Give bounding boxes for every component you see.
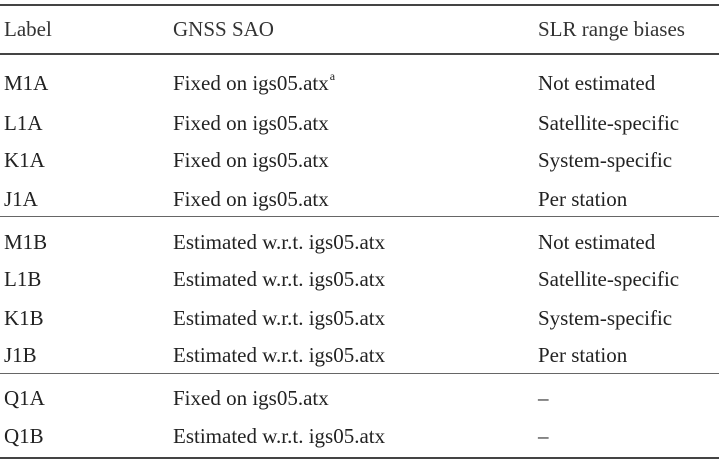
table-row	[0, 383, 719, 413]
row-gnss-sao: Estimated w.r.t. igs05.atx	[173, 230, 386, 254]
row-gnss-sao: Estimated w.r.t. igs05.atx	[173, 306, 386, 330]
row-slr: Satellite-specific	[538, 267, 680, 291]
row-label: M1A	[4, 71, 49, 95]
table-row	[0, 264, 719, 294]
table-row	[0, 227, 719, 257]
row-label: J1A	[4, 187, 38, 211]
row-gnss-sao: Estimated w.r.t. igs05.atx	[173, 343, 386, 367]
row-label: L1A	[4, 111, 43, 135]
footnote-mark: a	[329, 69, 336, 83]
row-slr: Per station	[538, 343, 628, 367]
table-row	[0, 340, 719, 370]
row-slr: Per station	[538, 187, 628, 211]
table-row	[0, 108, 719, 138]
row-slr: System-specific	[538, 148, 673, 172]
row-gnss-sao: Estimated w.r.t. igs05.atx	[173, 424, 386, 448]
header-label: Label	[4, 17, 52, 41]
row-label: K1B	[4, 306, 44, 330]
header-row	[0, 14, 719, 44]
bottom-rule	[0, 457, 719, 459]
row-gnss-sao: Estimated w.r.t. igs05.atx	[173, 267, 386, 291]
row-slr: Not estimated	[538, 230, 656, 254]
top-rule	[0, 4, 719, 6]
row-slr: Satellite-specific	[538, 111, 680, 135]
table-row	[0, 145, 719, 175]
header-gnss-sao: GNSS SAO	[173, 17, 274, 41]
row-label: M1B	[4, 230, 48, 254]
row-slr: System-specific	[538, 306, 673, 330]
header-slr-range-biases: SLR range biases	[538, 17, 685, 41]
table-row	[0, 68, 719, 98]
row-slr: –	[538, 424, 549, 448]
row-gnss-sao: Fixed on igs05.atx	[173, 187, 329, 211]
row-slr: Not estimated	[538, 71, 656, 95]
row-gnss-sao: Fixed on igs05.atx	[173, 386, 329, 410]
header-rule	[0, 53, 719, 55]
row-slr: –	[538, 386, 549, 410]
row-gnss-sao: Fixed on igs05.atx	[173, 148, 329, 172]
row-gnss-sao: Fixed on igs05.atx$^a$	[173, 69, 336, 95]
row-label: K1A	[4, 148, 45, 172]
table-row	[0, 303, 719, 333]
table-row	[0, 184, 719, 214]
group-divider	[0, 216, 719, 217]
row-gnss-sao: Fixed on igs05.atx	[173, 111, 329, 135]
group-divider	[0, 373, 719, 374]
row-label: Q1B	[4, 424, 44, 448]
row-label: Q1A	[4, 386, 45, 410]
row-label: J1B	[4, 343, 37, 367]
table-row	[0, 421, 719, 451]
row-label: L1B	[4, 267, 42, 291]
